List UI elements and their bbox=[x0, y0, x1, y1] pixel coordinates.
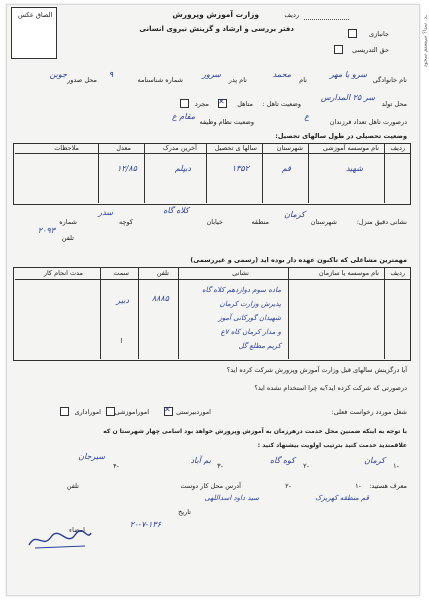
janbazi-checkbox[interactable] bbox=[348, 29, 357, 38]
city-choice-3-label: -۳ bbox=[217, 462, 223, 470]
first-name-label: نام bbox=[299, 76, 307, 84]
signature-label: امضاء bbox=[69, 526, 85, 534]
edu-gpa[interactable]: ۱۲/۸۵ bbox=[117, 164, 137, 173]
jobs-col-line bbox=[138, 267, 139, 359]
job-phone[interactable]: ۸۸۸۵ bbox=[151, 294, 169, 303]
edu-header-cell: نام موسسه آموزشی bbox=[322, 144, 379, 152]
city-choice-1[interactable]: کرمان bbox=[364, 456, 385, 465]
city-value[interactable]: کرمان bbox=[284, 210, 305, 219]
opt-teacher-label: اموردبیرستی bbox=[176, 408, 211, 416]
street-label: خیابان bbox=[206, 218, 223, 226]
name-value[interactable]: سرو یا مهر bbox=[329, 70, 367, 79]
edu-header-cell: ردیف bbox=[390, 144, 405, 152]
ref-2-location[interactable]: قم منطقه کهریزک bbox=[315, 494, 369, 502]
photo-label: الصاق عکس bbox=[18, 11, 53, 19]
edu-header-cell: معدل bbox=[116, 144, 131, 152]
ref-addr-label: آدرس محل کار دوست bbox=[180, 482, 241, 490]
jobs-header-cell: نام موسسه یا سازمان bbox=[318, 269, 379, 277]
opt-teacher-checkbox[interactable] bbox=[164, 407, 173, 416]
marital-label: وضعیت تاهل : bbox=[262, 100, 301, 108]
edu-header-line bbox=[15, 153, 411, 154]
alley-value[interactable]: سدر bbox=[98, 208, 113, 217]
note-line-1: با توجه به اینکه ضمنین محل خدمت درهرزمان به آموزش وپرورش خواهد بود اسامی چهار شهرستا ن که bbox=[103, 428, 407, 435]
edu-col-line bbox=[384, 143, 385, 203]
city-choice-1-label: -۱ bbox=[393, 462, 399, 470]
edu-col-line bbox=[98, 143, 99, 203]
photo-box bbox=[11, 7, 57, 59]
ref-2-value[interactable]: سید داود اسداللهی bbox=[204, 494, 259, 502]
city-choice-4[interactable]: سیرجان bbox=[78, 452, 105, 461]
duty-value[interactable]: مقام ع bbox=[171, 112, 195, 121]
note-line-2: علاقمندید خدمت کنید بترتیب اولویت بیشنهاد کنید : bbox=[257, 442, 407, 449]
jobs-col-line bbox=[384, 267, 385, 359]
job-line[interactable]: و مدار کرمان کاه ۷ع bbox=[220, 328, 281, 336]
edu-col-line bbox=[144, 143, 145, 203]
jobs-table bbox=[13, 267, 411, 361]
father-value[interactable]: سرور bbox=[202, 70, 221, 79]
job-line[interactable]: شهیدان گورکانی آموز bbox=[218, 314, 281, 322]
opt-admin-label: اموراداری bbox=[74, 408, 101, 416]
edu-school[interactable]: شهید bbox=[345, 164, 363, 173]
janbazi-label: جانبازی bbox=[369, 30, 389, 38]
name-label: نام خانوادگی bbox=[372, 76, 407, 84]
ref-2-num: -۲ bbox=[285, 482, 291, 490]
jobs-header-cell: تلفن bbox=[156, 269, 169, 277]
date-label: تاریخ bbox=[178, 508, 191, 516]
jobs-header-cell: سمت bbox=[113, 269, 129, 277]
jobs-header-cell: نشانی bbox=[232, 269, 249, 277]
edu-col-line bbox=[308, 143, 309, 203]
jobs-col-line bbox=[100, 267, 101, 359]
city-choice-3[interactable]: بم آباد bbox=[190, 456, 211, 465]
job-line[interactable]: ماده سوم دوازدهم کلاه گاه bbox=[202, 286, 281, 294]
edu-years[interactable]: ۱۳۵۲ bbox=[231, 164, 249, 173]
question-3-label: شغل موردد رخواست فعلی: bbox=[331, 408, 407, 416]
first-name-value[interactable]: محمد bbox=[272, 70, 291, 79]
id-value[interactable]: ۹ bbox=[108, 70, 113, 79]
father-label: نام پدر bbox=[228, 76, 247, 84]
phone-label: تلفن bbox=[61, 234, 74, 242]
question-1: آیا درگزینش سالهای قبل وزارت آموزش وپرورش شرکت کرده اید؟ bbox=[226, 366, 407, 374]
job-line[interactable]: پذیرش وزارت کرمان bbox=[219, 300, 281, 308]
married-checkbox[interactable] bbox=[218, 99, 227, 108]
opt-edu-checkbox[interactable] bbox=[106, 407, 115, 416]
row-line bbox=[304, 19, 349, 20]
edu-header-cell: آخرین مدرک bbox=[162, 144, 197, 152]
children-value[interactable]: ع bbox=[304, 112, 309, 121]
edu-header-cell: سالها ی تحصیل bbox=[214, 144, 257, 152]
edu-col-line bbox=[206, 143, 207, 203]
id-label: شماره شناسنامه bbox=[137, 76, 183, 84]
birth-label: محل تولد bbox=[381, 100, 407, 108]
plate-label: شماره bbox=[59, 218, 77, 226]
address-label: نشانی دقیق منزل: bbox=[356, 218, 407, 226]
jobs-header-cell: ردیف bbox=[390, 269, 405, 277]
job-duration[interactable]: ۱ bbox=[118, 336, 123, 345]
margin-text: ـد. ستا؟ سیستم سجود bbox=[422, 15, 428, 68]
opt-admin-checkbox[interactable] bbox=[60, 407, 69, 416]
signature bbox=[27, 527, 93, 551]
city-label: شهرستان bbox=[310, 218, 337, 226]
city-choice-2[interactable]: کوه گاه bbox=[269, 456, 295, 465]
issue-label: محل صدور bbox=[67, 76, 97, 84]
ref-1-num: -۱ bbox=[355, 482, 361, 490]
ministry-title: وزارت آموزش وپرورش bbox=[172, 10, 259, 19]
alley-label: کوچه bbox=[119, 218, 133, 226]
phone-value[interactable]: ۲۰۹۳ bbox=[37, 226, 55, 235]
city-choice-4-label: -۴ bbox=[113, 462, 119, 470]
married-label: متاهل bbox=[237, 100, 253, 108]
edu-city[interactable]: قم bbox=[281, 164, 291, 173]
edu-degree[interactable]: دیپلم bbox=[174, 164, 191, 173]
date-value[interactable]: ۲۰-۷-۱۳۶ bbox=[129, 520, 161, 529]
street-value[interactable]: کلاه گاه bbox=[163, 206, 189, 215]
edu-col-line bbox=[262, 143, 263, 203]
single-checkbox[interactable] bbox=[180, 99, 189, 108]
children-label: درصورت تاهل تعداد فرزندان bbox=[329, 118, 407, 126]
jobs-header-line bbox=[15, 279, 411, 280]
single-label: مجرد bbox=[194, 100, 209, 108]
haq-tadris-label: حق التدریسی bbox=[352, 46, 389, 54]
haq-tadris-checkbox[interactable] bbox=[334, 45, 343, 54]
jobs-header-cell: مدت انجام کار bbox=[43, 269, 83, 277]
city-choice-2-label: -۲ bbox=[303, 462, 309, 470]
education-title: وضعیت تحصیلی در طول سالهای تحصیل: bbox=[275, 132, 407, 140]
question-2: درصورتی که شرکت کرده اید؟به چرا استخدام نشده اید؟ bbox=[254, 384, 407, 392]
jobs-title: مهمترین مشاغلی که تاکنون عهده دار بوده اید (رسمی و غیررسمی) bbox=[190, 256, 407, 264]
row-label: ردیف bbox=[284, 11, 299, 19]
duty-label: وضعیت نظام وظیفه bbox=[199, 118, 254, 126]
opt-edu-label: اموراموزشی bbox=[114, 408, 149, 416]
office-title: دفتر بررسی و ارشاد و گزینش نیروی انسانی bbox=[139, 25, 294, 33]
birth-value[interactable]: سر ۲۵ المدارس bbox=[320, 93, 375, 102]
job-role[interactable]: دبیر bbox=[116, 296, 129, 305]
form-page bbox=[6, 4, 428, 596]
issue-value[interactable]: جوبن bbox=[49, 70, 67, 79]
jobs-col-line bbox=[288, 267, 289, 359]
jobs-col-line bbox=[178, 267, 179, 359]
ref-phone-label: تلفن bbox=[66, 482, 79, 490]
edu-header-cell: شهرستان bbox=[276, 144, 303, 152]
region-label: منطقه bbox=[251, 218, 269, 226]
edu-header-cell: ملاحظات bbox=[54, 144, 79, 152]
job-line[interactable]: کریم مطلع گل bbox=[238, 342, 281, 350]
references-label: معرف هستید: bbox=[369, 482, 407, 490]
